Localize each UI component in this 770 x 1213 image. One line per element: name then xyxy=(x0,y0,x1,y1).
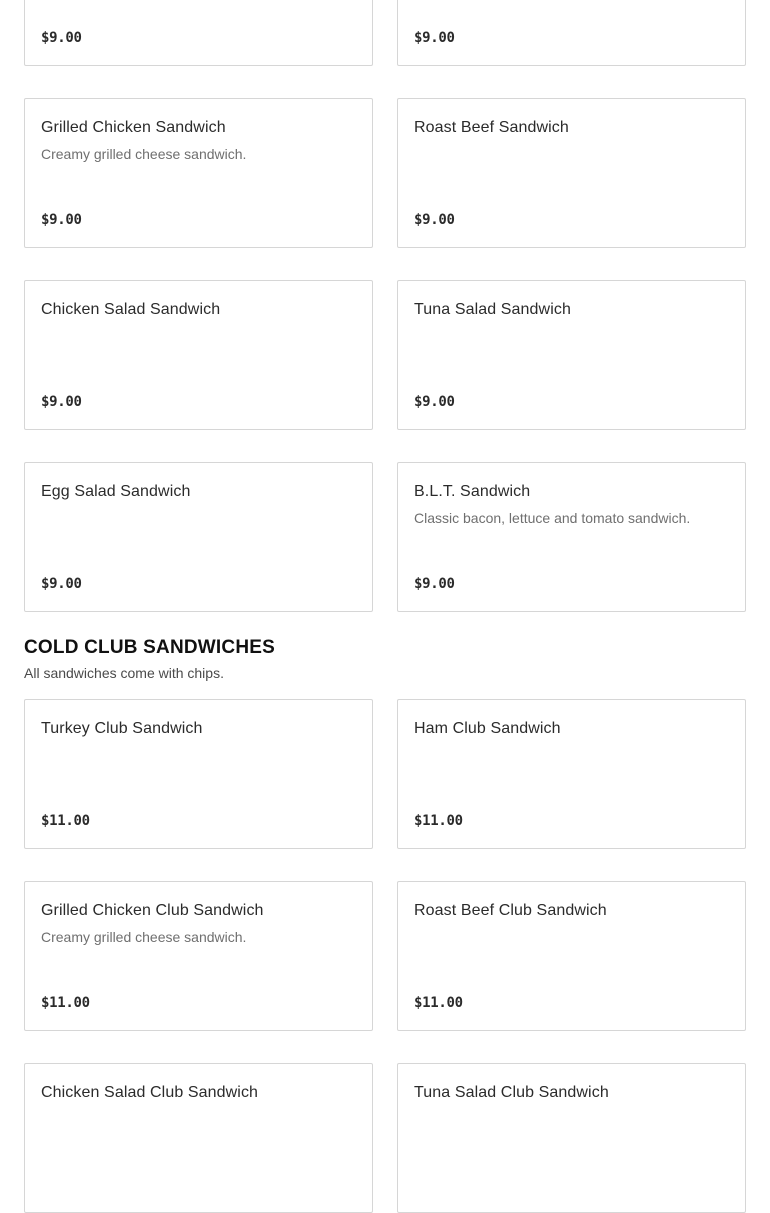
menu-item-card[interactable] xyxy=(397,280,746,430)
menu-item-description: Creamy grilled cheese sandwich. xyxy=(41,146,247,162)
menu-item-description: Creamy grilled cheese sandwich. xyxy=(41,929,247,945)
menu-item-name: Chicken Salad Club Sandwich xyxy=(41,1084,259,1101)
menu-item-name: Tuna Salad Club Sandwich xyxy=(414,1084,609,1101)
menu-item-description: Classic bacon, lettuce and tomato sandwich. xyxy=(414,510,691,526)
menu-item-grid xyxy=(24,699,746,1213)
menu-item-name: Roast Beef Sandwich xyxy=(414,119,569,136)
menu-page xyxy=(24,0,746,1213)
menu-item-name: Turkey Club Sandwich xyxy=(41,720,203,737)
menu-item-price: $9.00 xyxy=(414,212,455,228)
menu-item-name: Chicken Salad Sandwich xyxy=(41,301,221,318)
menu-item-card[interactable] xyxy=(24,699,373,849)
menu-item-card[interactable] xyxy=(397,881,746,1031)
menu-item-price: $9.00 xyxy=(41,30,82,46)
menu-item-price: $9.00 xyxy=(41,576,82,592)
menu-item-price: $9.00 xyxy=(41,212,82,228)
menu-item-card[interactable] xyxy=(397,462,746,612)
menu-item-card[interactable] xyxy=(397,699,746,849)
menu-item-price: $11.00 xyxy=(41,813,90,829)
section-header xyxy=(24,636,746,682)
section-title: COLD CLUB SANDWICHES xyxy=(24,637,275,658)
menu-item-card[interactable] xyxy=(24,881,373,1031)
menu-item-card[interactable] xyxy=(24,280,373,430)
menu-item-name: B.L.T. Sandwich xyxy=(414,483,531,500)
menu-item-name: Grilled Chicken Club Sandwich xyxy=(41,902,264,919)
menu-item-card[interactable] xyxy=(397,98,746,248)
menu-item-grid xyxy=(24,0,746,612)
menu-item-card[interactable] xyxy=(24,462,373,612)
menu-item-card[interactable] xyxy=(397,1063,746,1213)
menu-item-price: $11.00 xyxy=(41,995,90,1011)
menu-item-price: $9.00 xyxy=(414,394,455,410)
menu-item-card[interactable] xyxy=(24,0,373,66)
section-subtitle: All sandwiches come with chips. xyxy=(24,665,224,681)
menu-item-price: $9.00 xyxy=(41,394,82,410)
menu-item-name: Ham Club Sandwich xyxy=(414,720,561,737)
menu-item-price: $11.00 xyxy=(414,995,463,1011)
menu-item-name: Roast Beef Club Sandwich xyxy=(414,902,607,919)
menu-item-price: $9.00 xyxy=(414,576,455,592)
menu-item-name: Grilled Chicken Sandwich xyxy=(41,119,226,136)
menu-item-card[interactable] xyxy=(397,0,746,66)
menu-item-price: $11.00 xyxy=(414,813,463,829)
menu-item-card[interactable] xyxy=(24,1063,373,1213)
menu-item-card[interactable] xyxy=(24,98,373,248)
menu-item-name: Tuna Salad Sandwich xyxy=(414,301,571,318)
menu-item-name: Egg Salad Sandwich xyxy=(41,483,191,500)
menu-item-price: $9.00 xyxy=(414,30,455,46)
